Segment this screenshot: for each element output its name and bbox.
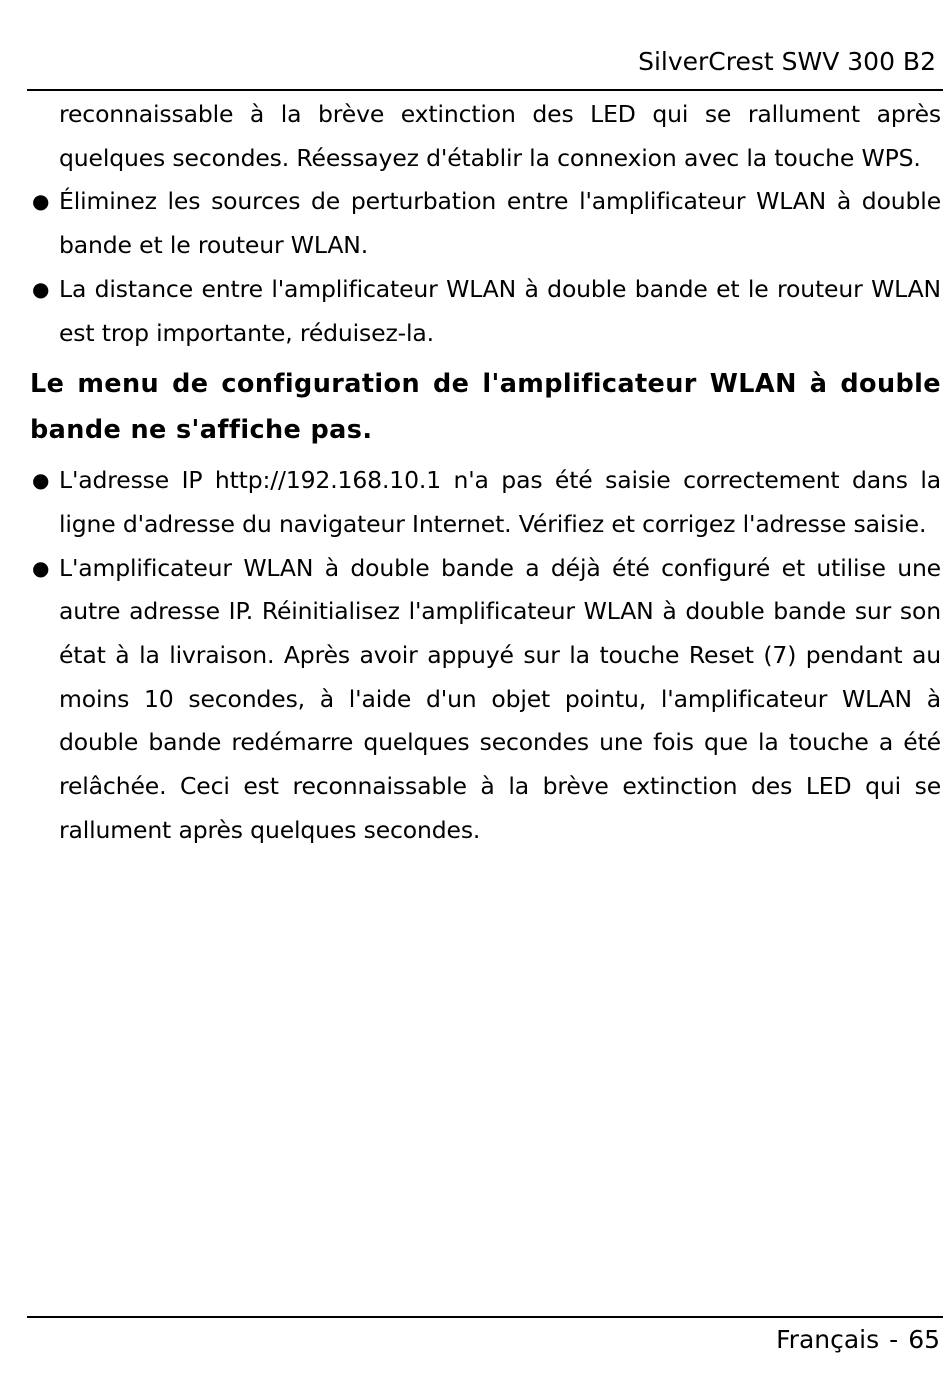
list-item <box>30 180 941 267</box>
page-footer <box>776 1322 940 1358</box>
section-heading: Le menu de configuration de l'amplificateur WLAN à double bande ne s'affiche pas. <box>30 369 941 446</box>
footer-language: Français <box>776 1325 880 1354</box>
page-body <box>30 93 941 853</box>
page-number: 65 <box>908 1325 940 1354</box>
footer-divider <box>27 1316 943 1318</box>
continuation-paragraph: reconnaissable à la brève extinction des LED qui se rallument après quelques secondes. Réessayez d'établir la connexion avec la touche WPS. <box>59 100 941 172</box>
bullet-icon: ● <box>32 468 50 493</box>
list-item-text: L'amplificateur WLAN à double bande a déjà été configuré et utilise une autre adresse IP. Réinitialisez l'amplificateur WLAN à double bande sur son état à la livraison. Après avoir appuyé sur la touche Reset (7) pendant au moins 10 secondes, à l'aide d'un objet pointu, l'amplificateur WLAN à double bande redémarre quelques secondes une fois que la touche a été relâchée. Ceci est reconnaissable à la brève extinction des LED qui se rallument après quelques secondes. <box>59 553 941 844</box>
header-title: SilverCrest SWV 300 B2 <box>638 47 936 76</box>
list-item <box>30 268 941 355</box>
footer-separator: - <box>889 1325 899 1354</box>
list-item-text: L'adresse IP http://192.168.10.1 n'a pas été saisie correctement dans la ligne d'adresse du navigateur Internet. Vérifiez et corrigez l'adresse saisie. <box>59 466 941 538</box>
list-item <box>30 459 941 546</box>
bullet-list-1 <box>30 180 941 355</box>
list-item <box>30 547 941 853</box>
bullet-icon: ● <box>32 555 50 580</box>
list-item-text: Éliminez les sources de perturbation entre l'amplificateur WLAN à double bande et le routeur WLAN. <box>59 187 941 260</box>
bullet-icon: ● <box>32 276 50 301</box>
bullet-list-2 <box>30 459 941 852</box>
header-divider <box>27 89 943 91</box>
list-item-text: La distance entre l'amplificateur WLAN à double bande et le routeur WLAN est trop importante, réduisez-la. <box>59 274 941 347</box>
bullet-icon: ● <box>32 189 50 214</box>
